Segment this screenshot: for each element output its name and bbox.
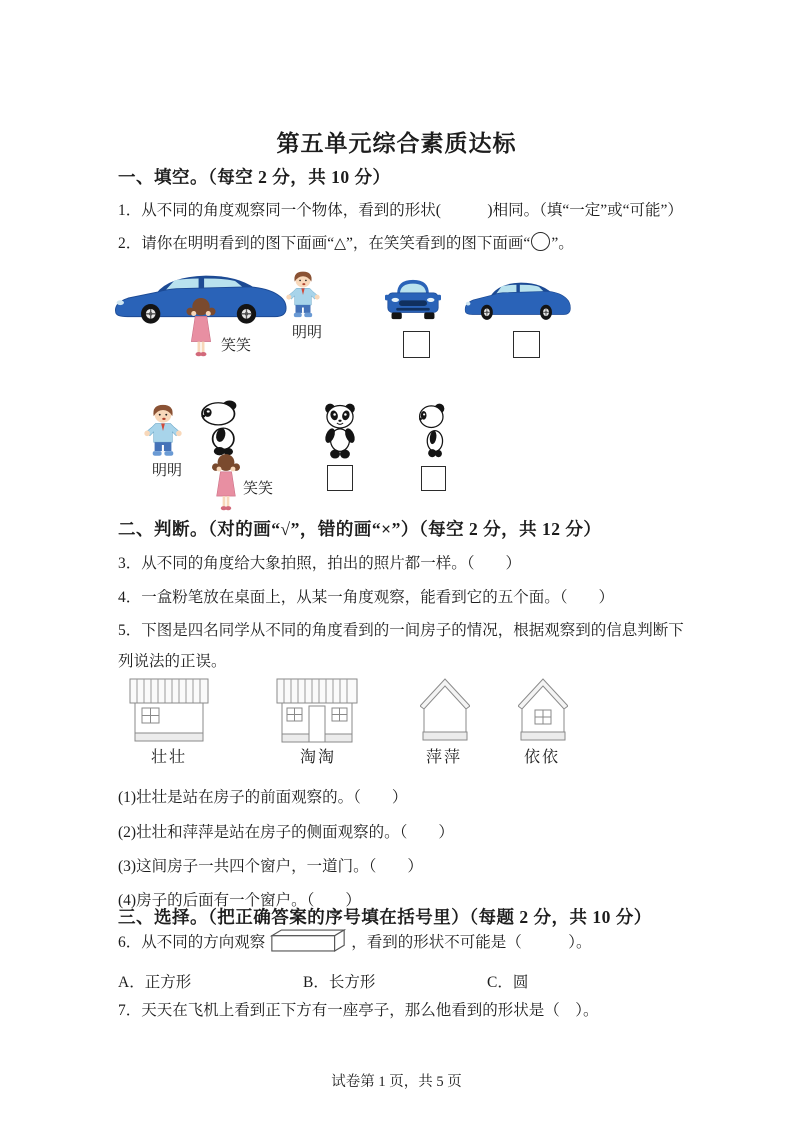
panda-front-view-image: [322, 402, 358, 462]
panda-front-answer-box[interactable]: [327, 465, 353, 491]
house-zhuangzhuang-image: [129, 677, 209, 743]
mingming-label: 明明: [292, 325, 323, 341]
question-7: 7．天天在飞机上看到正下方有一座亭子，那么他看到的形状是（ ）。: [118, 1002, 599, 1019]
question-6: [118, 928, 592, 953]
house-taotao-image: [276, 677, 358, 744]
house-yiyi-image: [518, 678, 568, 742]
question-5-sub-2: (2)壮壮和萍萍是站在房子的侧面观察的。（ ）: [118, 824, 454, 841]
house-label-pingping: 萍萍: [426, 749, 463, 766]
page-title: 第五单元综合素质达标: [276, 131, 517, 156]
question-6-option-b: B．长方形: [303, 974, 376, 991]
mingming-label-2: 明明: [152, 463, 183, 479]
car-front-answer-box[interactable]: [403, 331, 430, 358]
boy-mingming-figure-2: [141, 403, 185, 459]
question-5-sub-1: (1)壮壮是站在房子的前面观察的。（ ）: [118, 789, 408, 806]
question-1: 1．从不同的角度观察同一个物体，看到的形状( )相同。（填“一定”或“可能”）: [118, 202, 683, 219]
car-front-view-image: [385, 277, 441, 321]
circle-glyph: [531, 232, 550, 251]
question-5: 5．下图是四名同学从不同的角度看到的一间房子的情况，根据观察到的信息判断下列说法的正误。: [118, 622, 684, 670]
question-5-sub-4: (4)房子的后面有一个窗户。（ ）: [118, 892, 361, 909]
question-2-text-pre: 2．请你在明明看到的图下面画“△”，在笑笑看到的图下面画“: [118, 235, 531, 252]
section-3-heading: 三、选择。（把正确答案的序号填在括号里）（每题 2 分，共 10 分）: [118, 907, 652, 927]
question-5-sub-3: (3)这间房子一共四个窗户，一道门。（ ）: [118, 858, 423, 875]
girl-xiaoxiao-figure: [186, 297, 216, 359]
house-label-yiyi: 依依: [524, 749, 561, 766]
panda-side-answer-box[interactable]: [421, 466, 446, 491]
xiaoxiao-label-2: 笑笑: [243, 481, 274, 497]
panda-scene-image: [197, 400, 247, 459]
car-side-view-image: [463, 279, 571, 321]
house-pingping-image: [420, 678, 470, 742]
question-4: 4．一盒粉笔放在桌面上，从某一角度观察，能看到它的五个面。（ ）: [118, 589, 615, 606]
question-6-text-pre: 6．从不同的方向观察: [118, 933, 266, 951]
girl-xiaoxiao-figure-2: [212, 452, 240, 514]
car-side-answer-box[interactable]: [513, 331, 540, 358]
section-2-heading: 二、判断。（对的画“√”，错的画“×”）（每空 2 分，共 12 分）: [118, 519, 602, 539]
question-2-text-post: ”。: [551, 235, 574, 252]
question-6-option-c: C．圆: [487, 974, 529, 991]
question-6-option-a: A．正方形: [118, 974, 192, 991]
panda-side-view-image: [416, 402, 452, 462]
question-3: 3．从不同的角度给大象拍照，拍出的照片都一样。（ ）: [118, 555, 522, 572]
xiaoxiao-label: 笑笑: [221, 338, 252, 354]
house-label-zhuangzhuang: 壮壮: [151, 749, 188, 766]
question-6-text-post: ，看到的形状不可能是（ ）。: [351, 933, 592, 951]
page-footer: 试卷第 1 页，共 5 页: [331, 1074, 462, 1090]
house-label-taotao: 淘淘: [300, 749, 337, 766]
cuboid-image: [269, 928, 347, 953]
boy-mingming-figure: [284, 270, 322, 320]
question-2: [118, 231, 574, 253]
section-1-heading: 一、填空。（每空 2 分，共 10 分）: [118, 167, 391, 187]
